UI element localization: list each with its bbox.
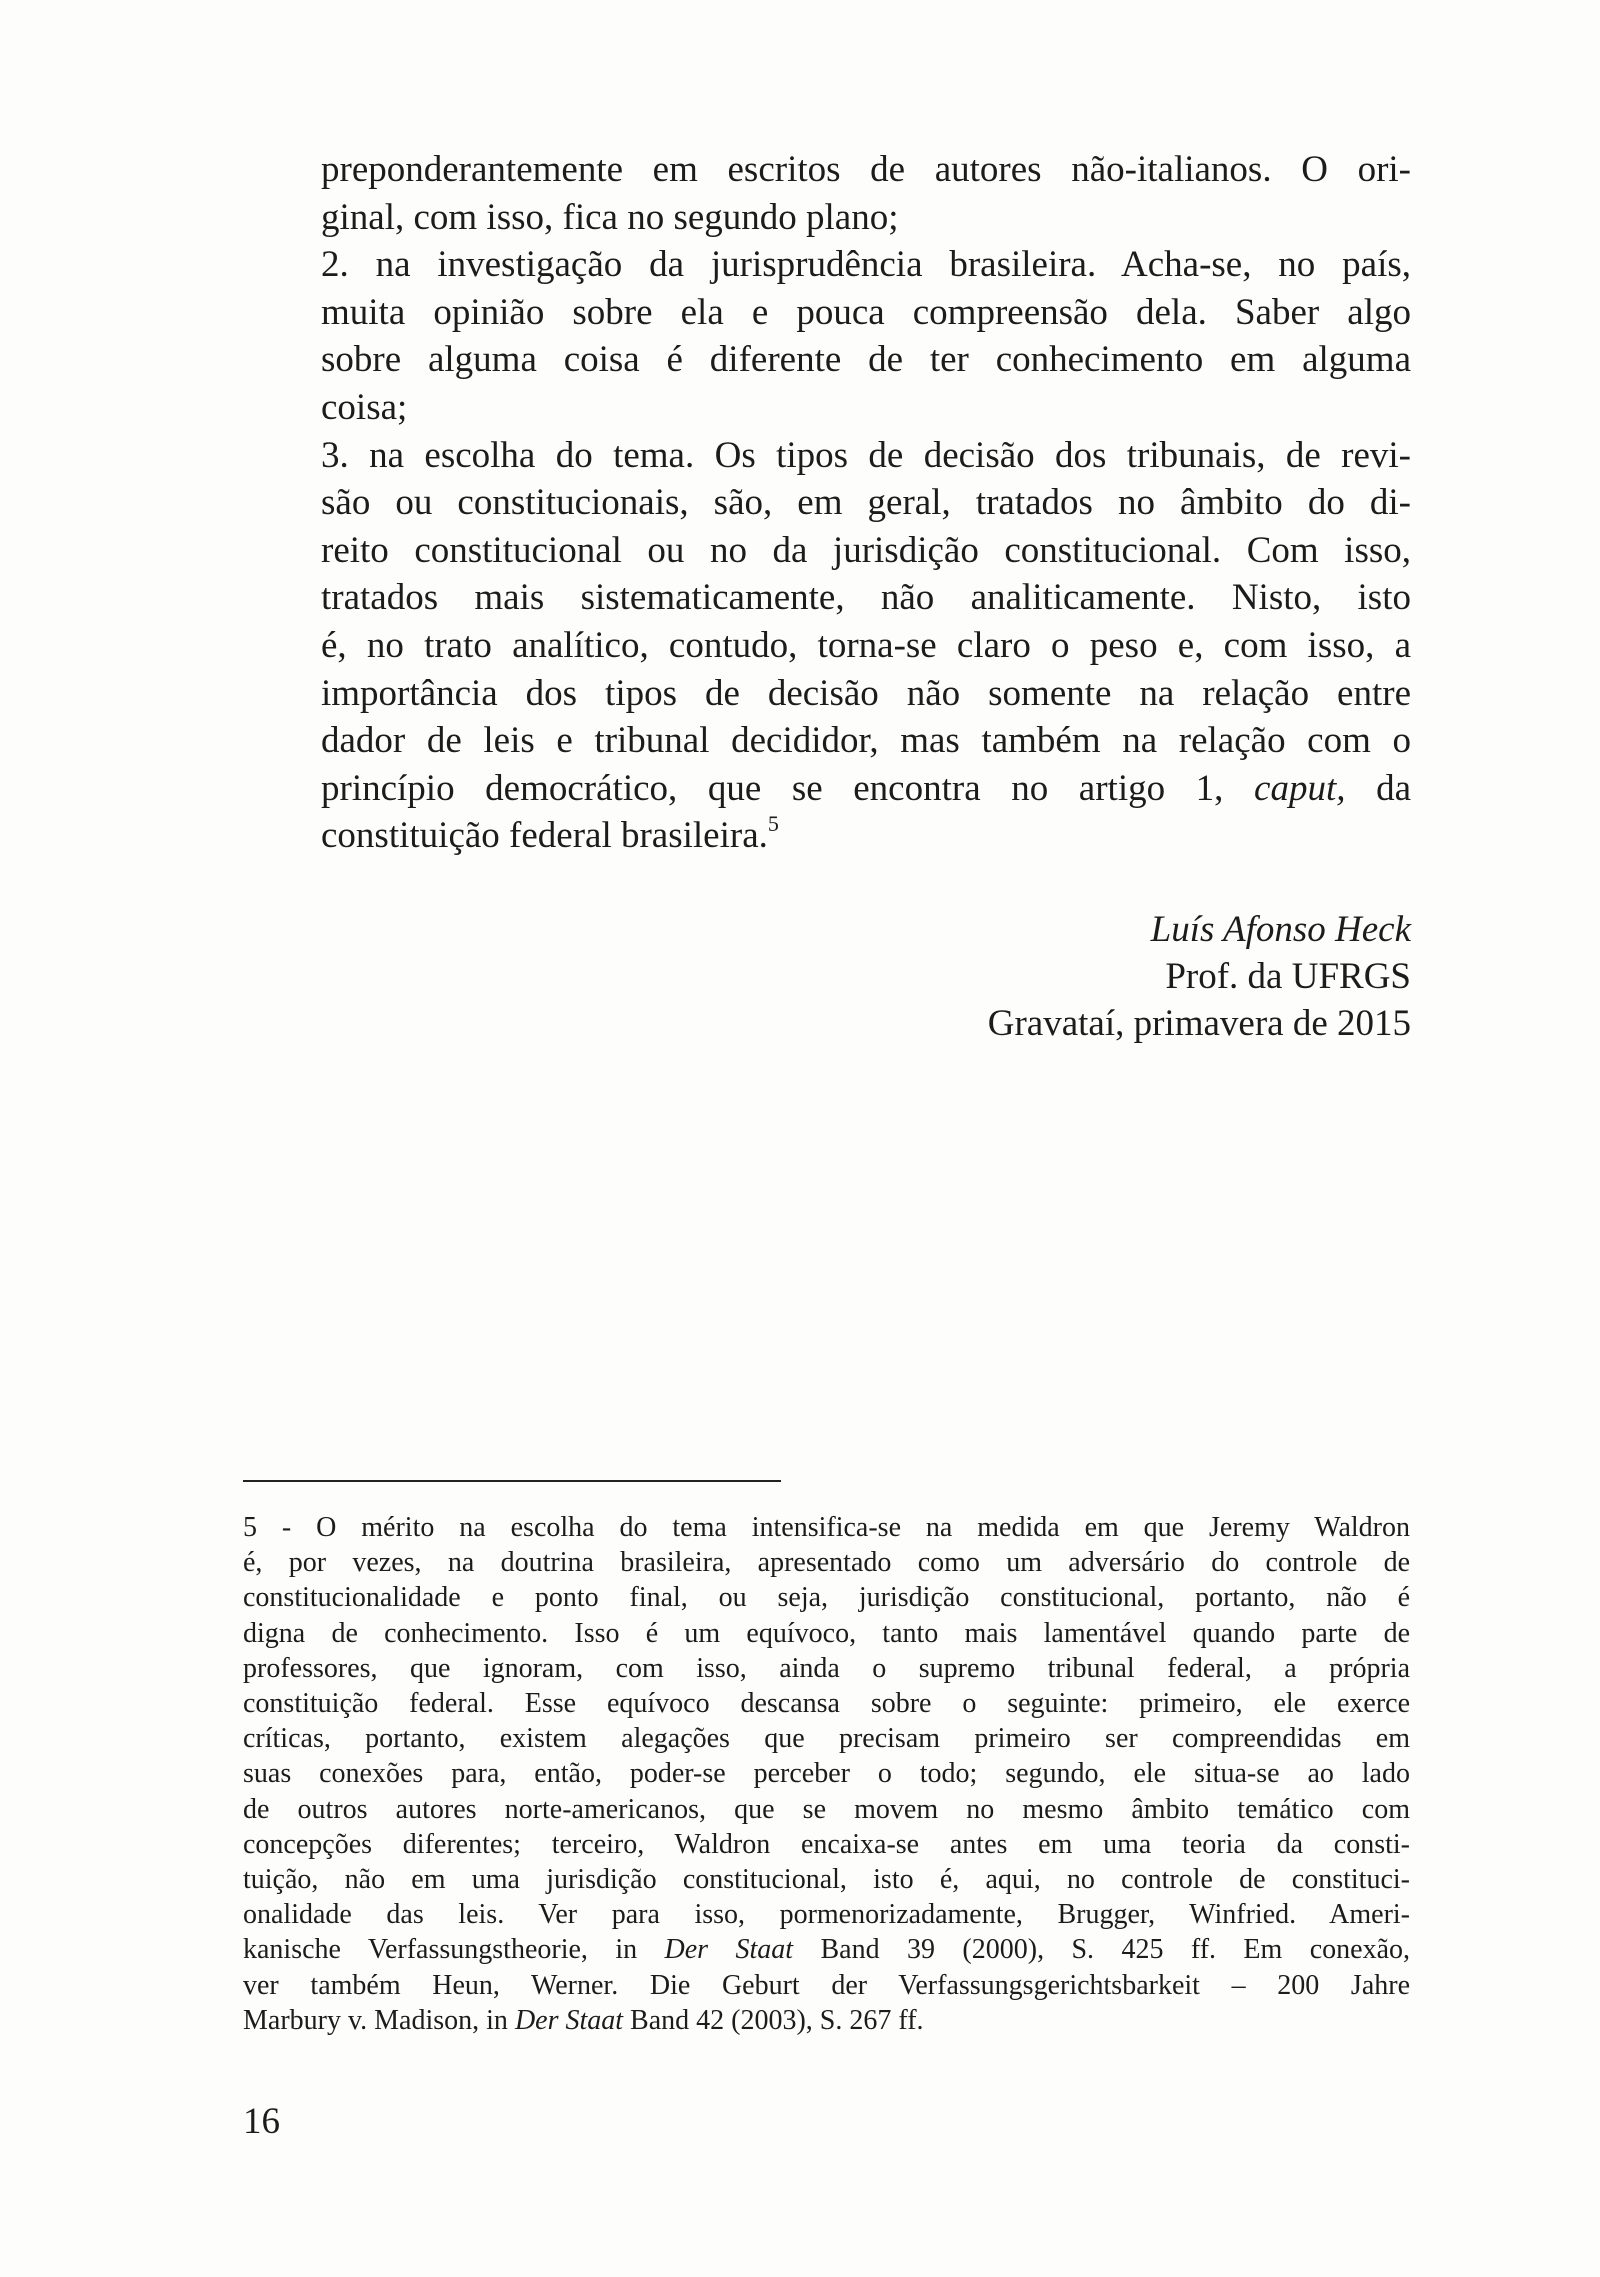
text-line: reito constitucional ou no da jurisdição constitucional. Com isso, bbox=[321, 529, 1411, 571]
author-title: Prof. da UFRGS bbox=[1165, 956, 1411, 997]
journal-title: Der Staat bbox=[664, 1934, 794, 1966]
footnote-line: tuição, não em uma jurisdição constitucional, isto é, aqui, no controle de constituci- bbox=[243, 1864, 1410, 1896]
footnote-line bbox=[243, 2003, 1410, 2038]
footnote-line-part: Band 39 (2000), S. 425 ff. Em conexão, bbox=[820, 1934, 1411, 1966]
footnote-line-part: kanische Verfassungstheorie, in bbox=[243, 1934, 638, 1966]
text-line: é, no trato analítico, contudo, torna-se claro o peso e, com isso, a bbox=[321, 624, 1411, 666]
footnote-line: onalidade das leis. Ver para isso, pormenorizadamente, Brugger, Winfried. Ameri- bbox=[243, 1899, 1410, 1931]
footnote-line: constitucionalidade e ponto final, ou seja, jurisdição constitucional, portanto, não é bbox=[243, 1582, 1410, 1614]
footnote-divider bbox=[243, 1480, 781, 1482]
text-line-part: da bbox=[1376, 767, 1412, 809]
footnote-line-part: Marbury v. Madison, in bbox=[243, 2004, 508, 2036]
text-line: são ou constitucionais, são, em geral, tratados no âmbito do di- bbox=[321, 482, 1411, 524]
italic-term: caput, bbox=[1254, 767, 1346, 809]
footnote-line: concepções diferentes; terceiro, Waldron encaixa-se antes em uma teoria da consti- bbox=[243, 1828, 1410, 1860]
footnote-line: críticas, portanto, existem alegações que precisam primeiro ser compreendidas em bbox=[243, 1723, 1410, 1755]
footnote-line: é, por vezes, na doutrina brasileira, apresentado como um adversário do controle de bbox=[243, 1547, 1410, 1579]
text-line: ginal, com isso, fica no segundo plano; bbox=[321, 196, 899, 238]
text-line-part: princípio democrático, que se encontra no artigo 1, bbox=[321, 767, 1224, 809]
place-date: Gravataí, primavera de 2015 bbox=[987, 1003, 1411, 1044]
text-line: importância dos tipos de decisão não somente na relação entre bbox=[321, 672, 1411, 714]
footnote-line: de outros autores norte-americanos, que se movem no mesmo âmbito temático com bbox=[243, 1793, 1410, 1825]
footnote-line: digna de conhecimento. Isso é um equívoco, tanto mais lamentável quando parte de bbox=[243, 1617, 1410, 1649]
text-line: dador de leis e tribunal decididor, mas também na relação com o bbox=[321, 720, 1411, 762]
journal-title: Der Staat bbox=[514, 2004, 624, 2036]
text-line: coisa; bbox=[321, 386, 408, 428]
main-text bbox=[321, 146, 1411, 860]
text-line bbox=[321, 765, 1411, 813]
text-line: 2. na investigação da jurisprudência brasileira. Acha-se, no país, bbox=[321, 244, 1411, 286]
text-line-part: constituição federal brasileira. bbox=[321, 815, 768, 857]
footnote bbox=[243, 1510, 1410, 2038]
footnote-line: professores, que ignoram, com isso, ainda o supremo tribunal federal, a própria bbox=[243, 1652, 1410, 1684]
footnote-line-part: Band 42 (2003), S. 267 ff. bbox=[630, 2004, 924, 2036]
text-line: 3. na escolha do tema. Os tipos de decisão dos tribunais, de revi- bbox=[321, 434, 1411, 476]
footnote-line: constituição federal. Esse equívoco descansa sobre o seguinte: primeiro, ele exerce bbox=[243, 1688, 1410, 1720]
page-number: 16 bbox=[243, 2101, 280, 2142]
text-line: muita opinião sobre ela e pouca compreensão dela. Saber algo bbox=[321, 291, 1411, 333]
footnote-reference[interactable]: 5 bbox=[767, 811, 779, 837]
footnote-line: ver também Heun, Werner. Die Geburt der Verfassungsgerichtsbarkeit – 200 Jahre bbox=[243, 1969, 1410, 2001]
footnote-line bbox=[243, 1932, 1410, 1967]
text-line bbox=[321, 812, 1411, 860]
footnote-line: suas conexões para, então, poder-se perceber o todo; segundo, ele situa-se ao lado bbox=[243, 1758, 1410, 1790]
signature-block bbox=[988, 906, 1411, 1047]
footnote-line: 5 - O mérito na escolha do tema intensifica-se na medida em que Jeremy Waldron bbox=[243, 1512, 1410, 1543]
text-line: tratados mais sistematicamente, não analiticamente. Nisto, isto bbox=[321, 577, 1411, 619]
text-line: sobre alguma coisa é diferente de ter conhecimento em alguma bbox=[321, 339, 1411, 381]
text-line: preponderantemente em escritos de autores não-italianos. O ori- bbox=[321, 149, 1411, 190]
author-name: Luís Afonso Heck bbox=[1150, 909, 1411, 950]
